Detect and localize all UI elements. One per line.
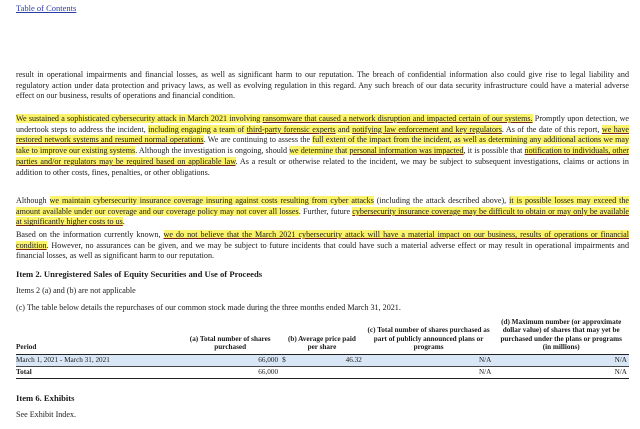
cell-maximum-remaining: N/A: [493, 366, 629, 378]
highlight-underlined: notification to individuals, other parties and/or regulators may be required based on applicable law: [16, 146, 629, 166]
column-header-publicly-announced: (c) Total number of shares purchased as part of publicly announced plans or programs: [364, 318, 494, 354]
item-2-c-text: (c) The table below details the repurchases of our common stock made during the three months ended March 31, 2021.: [16, 303, 401, 312]
highlight: We sustained a sophisticated cybersecurity attack in March 2021 involving: [16, 114, 263, 123]
highlight: we determine that: [289, 146, 350, 156]
text: (including the attack described above),: [373, 196, 510, 205]
column-header-total-shares: (a) Total number of shares purchased: [180, 318, 280, 354]
cell-currency: [280, 366, 292, 378]
paragraph-cyber-attack: [16, 114, 629, 178]
paragraph-breach-liability: [16, 70, 629, 102]
item-6-text: See Exhibit Index.: [16, 410, 77, 419]
highlight: full extent of the impact from the incident, as well as determining any additional actions we may take to improve our existing systems: [16, 135, 630, 156]
cell-total-shares: 66,000: [180, 366, 280, 378]
text: . As a result or otherwise related to the incident, we may be subject to subsequent investigations, claims or actions in addition to other costs, fines, penalties, or other obligations.: [16, 156, 629, 177]
text: Although: [16, 196, 50, 205]
text: . As of the date of this report,: [501, 124, 602, 134]
highlight-underlined: we do not believe that the March 2021 cybersecurity attack will have a material impact on our business, results of operations or financial condition: [16, 230, 629, 250]
cell-total-shares: 66,000: [180, 354, 280, 366]
text: , it is possible that: [463, 146, 525, 156]
cell-period: March 1, 2021 - March 31, 2021: [16, 354, 180, 366]
text: . However, no assurances can be given, and we may be subject to future incidents that could have such a material adverse effect or may result in operational impairments and financial losses, as well as significant harm to our reputation.: [16, 240, 629, 261]
cell-publicly-announced: N/A: [364, 354, 494, 366]
repurchase-table: [16, 318, 629, 379]
highlight-underlined: ransomware that caused a network disruption and impacted certain of our systems.: [262, 114, 533, 123]
highlight-underlined: personal information was impacted: [349, 146, 464, 156]
paragraph-material-impact: [16, 230, 629, 262]
item-2-heading: Item 2. Unregistered Sales of Equity Securities and Use of Proceeds: [16, 269, 263, 279]
column-header-maximum-remaining: (d) Maximum number (or approximate dollar value) of shares that may yet be purchased under the plans or programs (in millions): [493, 318, 629, 354]
text: . Further, future: [298, 206, 353, 216]
text: Promptly upon detection, we undertook steps to address the incident,: [16, 114, 630, 134]
cell-period: Total: [16, 366, 180, 378]
cell-average-price: 46.32: [292, 354, 364, 366]
highlight: and: [335, 124, 353, 134]
column-header-average-price: (b) Average price paid per share: [280, 318, 364, 354]
paragraph-text: result in operational impairments and financial losses, as well as significant harm to our reputation. The breach of confidential information also could give rise to legal liability and regulatory action under data protection and privacy laws, as well as evolving regulation in this regard. Any such breach of our data security infrastructure could have a material adverse effect on our business, results of operations and financial condition.: [16, 70, 629, 101]
paragraph-insurance: [16, 196, 629, 228]
highlight: it is possible losses may exceed the amount available under our coverage and our coverage policy may not cover all losses: [16, 196, 629, 216]
table-of-contents-link[interactable]: Table of Contents: [16, 3, 77, 13]
text: . We are continuing to assess the: [203, 135, 313, 145]
highlight-underlined: cybersecurity insurance coverage may be difficult to obtain or may only be available at significantly higher costs to us: [16, 206, 629, 227]
highlight: including engaging a team of: [148, 124, 247, 134]
text: Based on the information currently known,: [16, 230, 164, 239]
table-total-row: [16, 366, 629, 378]
item-2-ab-text: Items 2 (a) and (b) are not applicable: [16, 286, 136, 295]
cell-average-price: [292, 366, 364, 378]
highlight-underlined: notifying law enforcement and key regulators: [352, 124, 502, 134]
highlight-underlined: we have restored network systems and resumed normal operations: [16, 124, 629, 145]
text: .: [122, 217, 125, 227]
item-6-heading: Item 6. Exhibits: [16, 393, 75, 403]
highlight: we maintain cybersecurity insurance coverage insuring against costs resulting from cyber attacks: [49, 196, 374, 205]
text: . Although the investigation is ongoing, should: [135, 146, 290, 156]
cell-publicly-announced: N/A: [364, 366, 494, 378]
cell-currency: $: [280, 354, 292, 366]
table-row: [16, 354, 629, 366]
highlight-underlined: third-party forensic experts: [246, 124, 336, 134]
table-header-row: [16, 318, 629, 354]
cell-maximum-remaining: N/A: [493, 354, 629, 366]
column-header-period: Period: [16, 318, 180, 354]
